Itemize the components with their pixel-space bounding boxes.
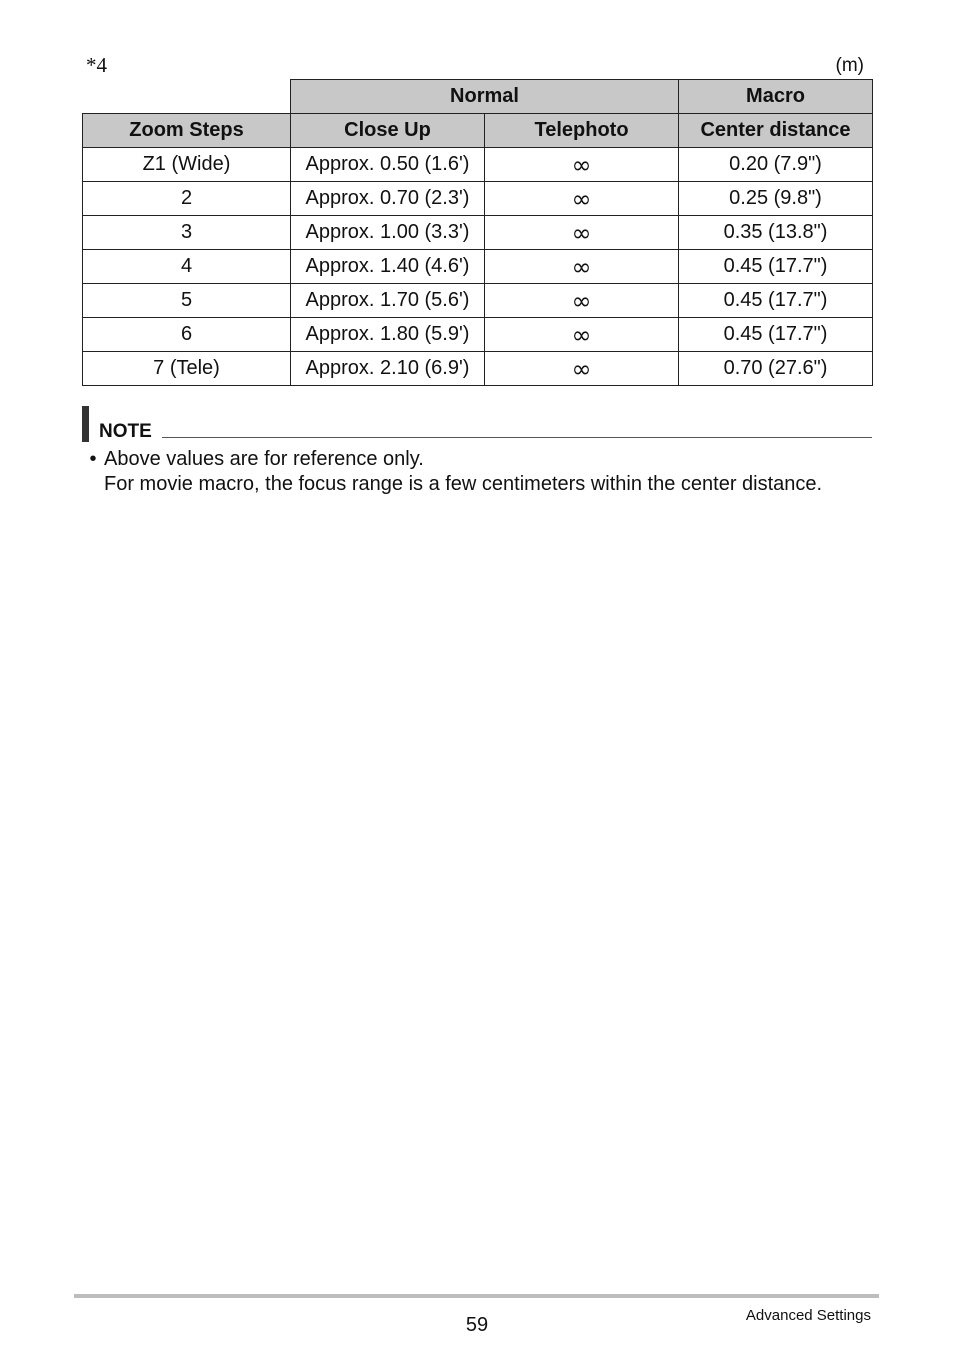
telephoto-cell: ∞ bbox=[485, 284, 679, 318]
footnote-marker: *4 bbox=[86, 53, 107, 77]
table-row bbox=[83, 182, 873, 216]
zoom-step-cell: Z1 (Wide) bbox=[83, 148, 291, 182]
center-distance-cell: 0.35 (13.8") bbox=[679, 216, 873, 250]
table-row bbox=[83, 318, 873, 352]
close-up-cell: Approx. 1.40 (4.6') bbox=[291, 250, 485, 284]
note-line-2: For movie macro, the focus range is a few centimeters within the center distance. bbox=[104, 473, 823, 495]
zoom-step-cell: 4 bbox=[83, 250, 291, 284]
footer-divider bbox=[74, 1294, 879, 1298]
zoom-step-cell: 6 bbox=[83, 318, 291, 352]
zoom-step-cell: 5 bbox=[83, 284, 291, 318]
center-distance-cell: 0.45 (17.7") bbox=[679, 284, 873, 318]
section-name: Advanced Settings bbox=[745, 1307, 871, 1324]
table-row bbox=[83, 352, 873, 386]
telephoto-cell: ∞ bbox=[485, 250, 679, 284]
zoom-step-cell: 2 bbox=[83, 182, 291, 216]
telephoto-cell: ∞ bbox=[485, 318, 679, 352]
close-up-cell: Approx. 0.70 (2.3') bbox=[291, 182, 485, 216]
close-up-cell: Approx. 0.50 (1.6') bbox=[291, 148, 485, 182]
close-up-cell: Approx. 1.70 (5.6') bbox=[291, 284, 485, 318]
page-number: 59 bbox=[465, 1314, 489, 1336]
group-header-normal: Normal bbox=[291, 80, 679, 114]
center-distance-cell: 0.20 (7.9") bbox=[679, 148, 873, 182]
table-row bbox=[83, 148, 873, 182]
column-header-row bbox=[83, 114, 873, 148]
focus-range-table bbox=[82, 79, 873, 386]
column-header-zoom-steps: Zoom Steps bbox=[83, 114, 291, 148]
note-marker-bar bbox=[82, 406, 89, 442]
close-up-cell: Approx. 2.10 (6.9') bbox=[291, 352, 485, 386]
telephoto-cell: ∞ bbox=[485, 352, 679, 386]
group-header-row bbox=[83, 80, 873, 114]
center-distance-cell: 0.45 (17.7") bbox=[679, 318, 873, 352]
telephoto-cell: ∞ bbox=[485, 148, 679, 182]
group-header-macro: Macro bbox=[679, 80, 873, 114]
note-line-1: Above values are for reference only. bbox=[104, 448, 424, 470]
zoom-step-cell: 7 (Tele) bbox=[83, 352, 291, 386]
bullet-icon: • bbox=[89, 448, 97, 470]
note-body bbox=[82, 447, 822, 497]
note-title: NOTE bbox=[99, 421, 152, 442]
table-row bbox=[83, 284, 873, 318]
center-distance-cell: 0.25 (9.8") bbox=[679, 182, 873, 216]
zoom-step-cell: 3 bbox=[83, 216, 291, 250]
unit-label: (m) bbox=[835, 55, 864, 76]
note-divider bbox=[162, 437, 872, 438]
close-up-cell: Approx. 1.80 (5.9') bbox=[291, 318, 485, 352]
center-distance-cell: 0.70 (27.6") bbox=[679, 352, 873, 386]
center-distance-cell: 0.45 (17.7") bbox=[679, 250, 873, 284]
column-header-center-distance: Center distance bbox=[679, 114, 873, 148]
column-header-close-up: Close Up bbox=[291, 114, 485, 148]
telephoto-cell: ∞ bbox=[485, 216, 679, 250]
close-up-cell: Approx. 1.00 (3.3') bbox=[291, 216, 485, 250]
telephoto-cell: ∞ bbox=[485, 182, 679, 216]
table-row bbox=[83, 216, 873, 250]
note-bullet-item bbox=[82, 447, 822, 472]
table-row bbox=[83, 250, 873, 284]
column-header-telephoto: Telephoto bbox=[485, 114, 679, 148]
empty-corner-cell bbox=[83, 80, 291, 114]
